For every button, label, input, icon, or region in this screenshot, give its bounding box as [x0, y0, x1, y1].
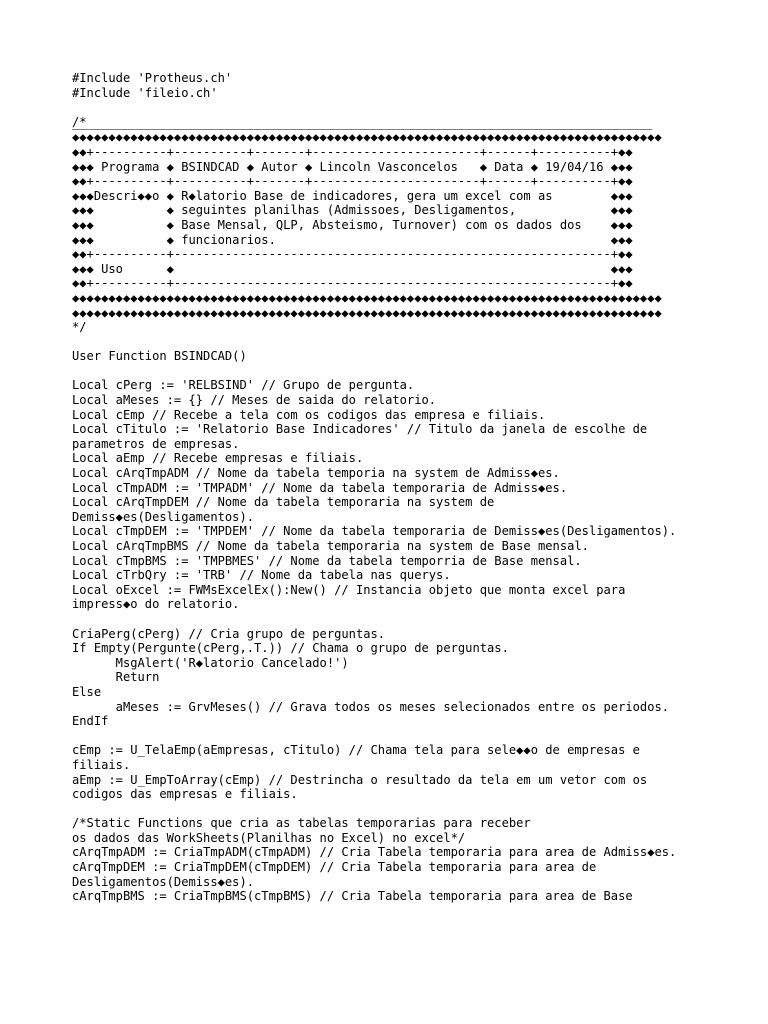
- code-line: Local cTmpBMS := 'TMPBMES' // Nome da tabela temporria de Base mensal.: [72, 553, 582, 568]
- code-line: cEmp := U_TelaEmp(aEmpresas, cTitulo) // Chama tela para sele◆◆o de empresas e: [72, 743, 640, 758]
- document-page: [72, 71, 732, 904]
- code-line: Local cPerg := 'RELBSIND' // Grupo de pergunta.: [72, 378, 415, 393]
- code-line: aMeses := GrvMeses() // Grava todos os meses selecionados entre os periodos.: [72, 699, 670, 714]
- code-line: [72, 100, 732, 115]
- code-line: Local cTitulo := 'Relatorio Base Indicadores' // Titulo da janela de escolhe de: [72, 422, 648, 437]
- code-line: ◆◆+----------+------------------------------------------------------------+◆◆: [72, 247, 633, 262]
- code-line: */: [72, 320, 87, 335]
- code-line: parametros de empresas.: [72, 436, 240, 451]
- code-line: [72, 612, 732, 627]
- code-line: [72, 364, 732, 379]
- code-line: [72, 335, 732, 350]
- code-line: ◆◆◆Descri◆◆o ◆ R◆latorio Base de indicadores, gera um excel com as ◆◆◆: [72, 188, 633, 203]
- code-line: Desligamentos(Demiss◆es).: [72, 874, 255, 889]
- code-line: codigos das empresas e filiais.: [72, 787, 298, 802]
- code-line: ◆◆+----------+------------------------------------------------------------+◆◆: [72, 276, 633, 291]
- code-line: Local cArqTmpBMS // Nome da tabela temporaria na system de Base mensal.: [72, 539, 589, 553]
- code-line: Demiss◆es(Desligamentos).: [72, 509, 255, 524]
- code-line: aEmp := U_EmpToArray(cEmp) // Destrincha o resultado da tela em um vetor com os: [72, 772, 648, 787]
- code-line: ◆◆◆ ◆ Base Mensal, QLP, Absteismo, Turnover) com os dados dos ◆◆◆: [72, 217, 633, 232]
- code-line: /*: [72, 114, 87, 129]
- code-line: Local cArqTmpDEM // Nome da tabela temporaria na system de: [72, 495, 495, 510]
- code-line: filiais.: [72, 757, 131, 772]
- code-line: impress◆o do relatorio.: [72, 597, 240, 612]
- code-line: Local aEmp // Recebe empresas e filiais.: [72, 451, 364, 466]
- code-line: cArqTmpDEM := CriaTmpDEM(cTmpDEM) // Cria Tabela temporaria para area de: [72, 860, 597, 875]
- code-line: ◆◆◆ ◆ funcionarios. ◆◆◆: [72, 232, 633, 247]
- code-line: User Function BSINDCAD(): [72, 349, 247, 364]
- code-line: cArqTmpADM := CriaTmpADM(cTmpADM) // Cria Tabela temporaria para area de Admiss◆es.: [72, 845, 677, 860]
- code-line: [72, 802, 732, 817]
- code-line: ◆◆◆ ◆ seguintes planilhas (Admissoes, Desligamentos, ◆◆◆: [72, 203, 633, 218]
- code-line: Local oExcel := FWMsExcelEx():New() // Instancia objeto que monta excel para: [72, 582, 626, 597]
- code-line: MsgAlert('R◆latorio Cancelado!'): [72, 655, 349, 670]
- code-line: #Include 'Protheus.ch': [72, 71, 233, 85]
- code-line: Return: [72, 670, 160, 685]
- code-line: ◆◆+----------+----------+-------+-----------------------+------+----------+◆◆: [72, 174, 633, 189]
- code-line: Else: [72, 684, 102, 699]
- code-line: ◆◆◆ Uso ◆ ◆◆◆: [72, 261, 633, 276]
- code-line: Local aMeses := {} // Meses de saida do relatorio.: [72, 393, 437, 408]
- code-line: Local cEmp // Recebe a tela com os codigos das empresa e filiais.: [72, 407, 546, 422]
- code-line: #Include 'fileio.ch': [72, 85, 218, 100]
- code-line: CriaPerg(cPerg) // Cria grupo de perguntas.: [72, 626, 386, 641]
- code-line: EndIf: [72, 714, 109, 729]
- code-line: Local cTrbQry := 'TRB' // Nome da tabela nas querys.: [72, 568, 451, 583]
- code-line: ◆◆◆◆◆◆◆◆◆◆◆◆◆◆◆◆◆◆◆◆◆◆◆◆◆◆◆◆◆◆◆◆◆◆◆◆◆◆◆◆◆◆◆◆◆◆◆◆◆◆◆◆◆◆◆◆◆◆◆◆◆◆◆◆◆◆◆◆◆◆◆◆◆◆◆◆◆◆◆◆◆: [72, 290, 662, 305]
- code-line: /*Static Functions que cria as tabelas temporarias para receber: [72, 816, 531, 831]
- code-line: If Empty(Pergunte(cPerg,.T.)) // Chama o grupo de perguntas.: [72, 641, 509, 656]
- code-line: Local cTmpDEM := 'TMPDEM' // Nome da tabela temporaria de Demiss◆es(Desligamentos).: [72, 524, 677, 539]
- code-line: cArqTmpBMS := CriaTmpBMS(cTmpBMS) // Cria Tabela temporaria para area de Base: [72, 889, 633, 904]
- code-line: os dados das WorkSheets(Planilhas no Excel) no excel*/: [72, 830, 466, 845]
- code-line: ◆◆+----------+----------+-------+-----------------------+------+----------+◆◆: [72, 144, 633, 159]
- code-line: ◆◆◆◆◆◆◆◆◆◆◆◆◆◆◆◆◆◆◆◆◆◆◆◆◆◆◆◆◆◆◆◆◆◆◆◆◆◆◆◆◆◆◆◆◆◆◆◆◆◆◆◆◆◆◆◆◆◆◆◆◆◆◆◆◆◆◆◆◆◆◆◆◆◆◆◆◆◆◆◆◆: [72, 305, 662, 320]
- code-line: Local cTmpADM := 'TMPADM' // Nome da tabela temporaria de Admiss◆es.: [72, 480, 568, 495]
- code-line: ◆◆◆ Programa ◆ BSINDCAD ◆ Autor ◆ Lincoln Vasconcelos ◆ Data ◆ 19/04/16 ◆◆◆: [72, 159, 633, 174]
- code-line: [72, 729, 732, 744]
- code-line: Local cArqTmpADM // Nome da tabela temporia na system de Admiss◆es.: [72, 466, 560, 481]
- code-line: ◆◆◆◆◆◆◆◆◆◆◆◆◆◆◆◆◆◆◆◆◆◆◆◆◆◆◆◆◆◆◆◆◆◆◆◆◆◆◆◆◆◆◆◆◆◆◆◆◆◆◆◆◆◆◆◆◆◆◆◆◆◆◆◆◆◆◆◆◆◆◆◆◆◆◆◆◆◆◆◆◆: [72, 130, 662, 145]
